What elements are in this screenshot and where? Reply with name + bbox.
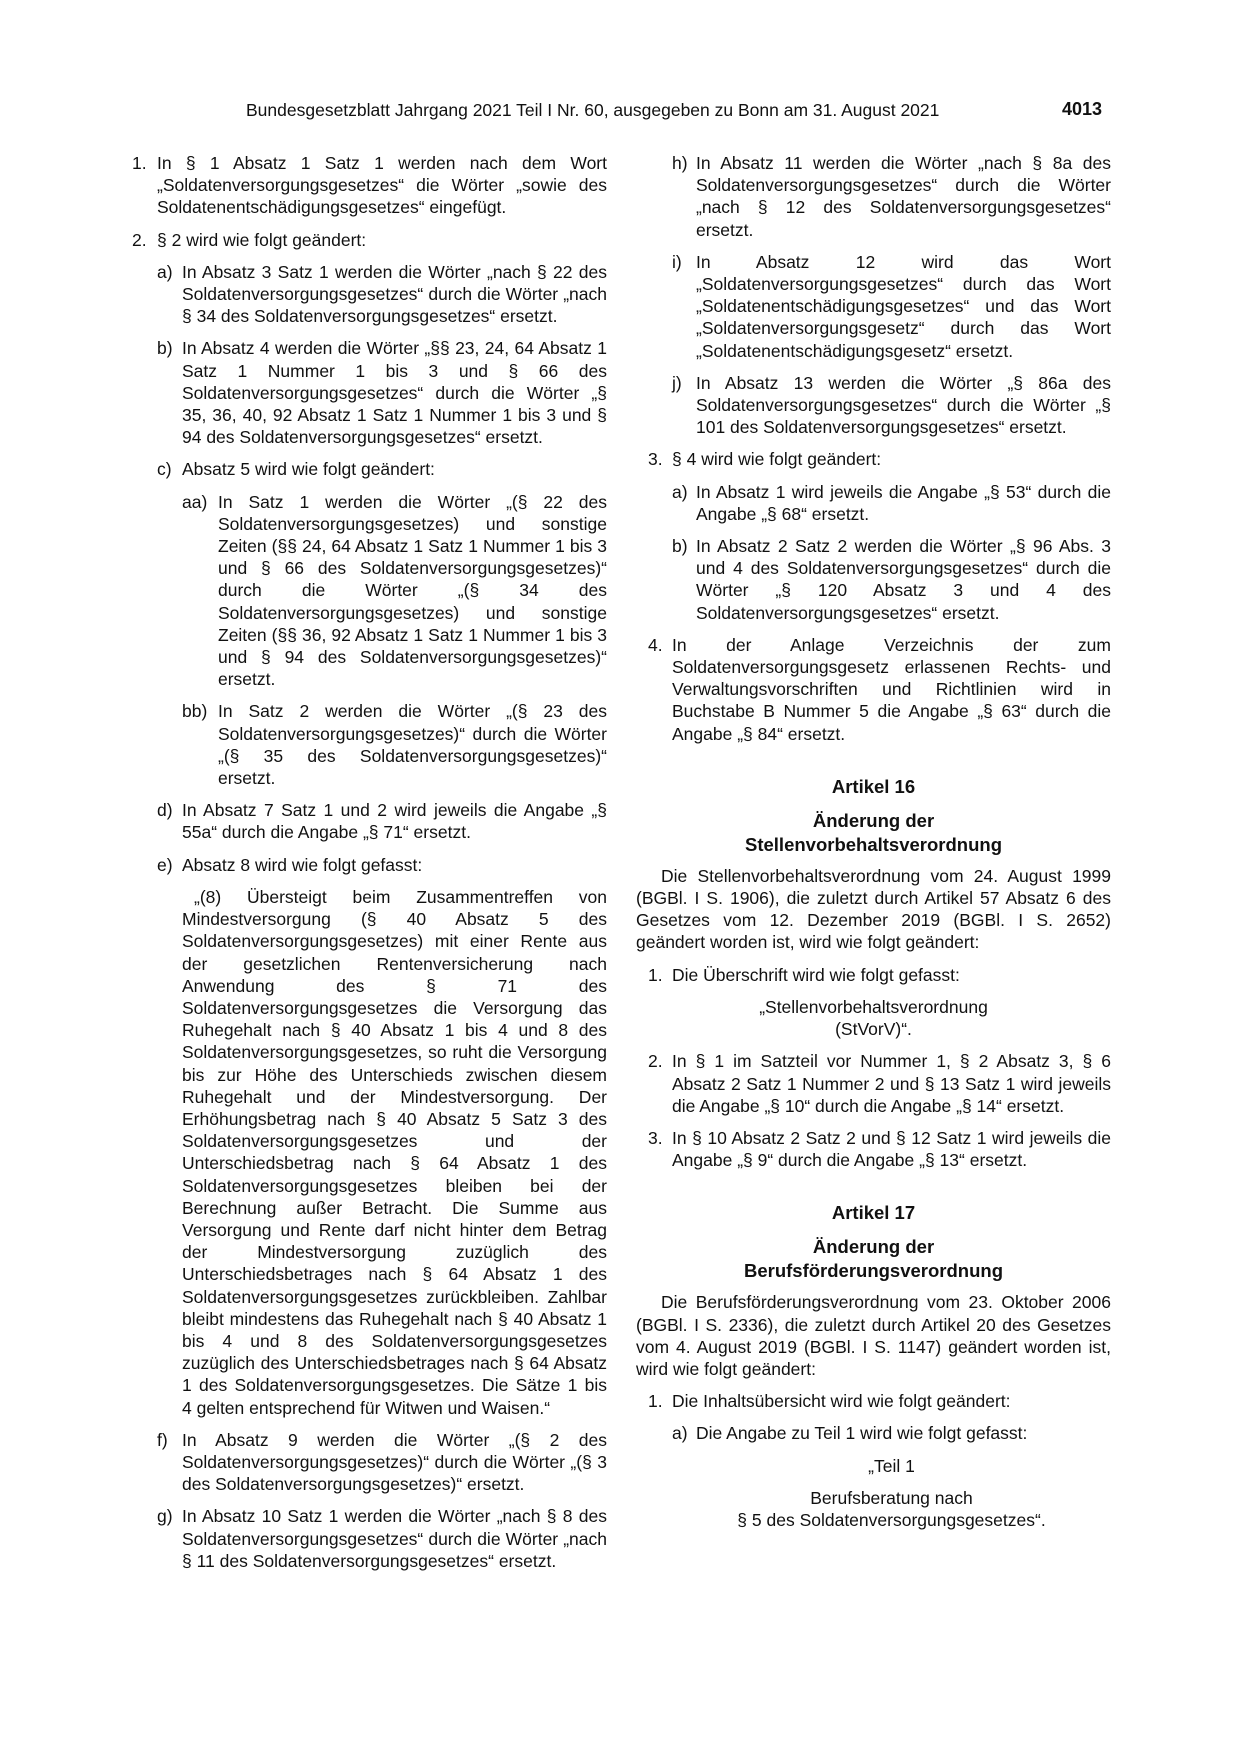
list-item-2g: g) In Absatz 10 Satz 1 werden die Wörter „nach § 8 des Soldatenversorgungsgesetzes“ durch die Wörter „nach § 11 des Soldatenversorgungsgesetzes“ ersetzt. [157, 1506, 607, 1571]
running-header: Bundesgesetzblatt Jahrgang 2021 Teil I Nr. 60, ausgegeben zu Bonn am 31. August 2021 [246, 100, 940, 120]
list-item-2d: d) In Absatz 7 Satz 1 und 2 wird jeweils die Angabe „§ 55a“ durch die Angabe „§ 71“ ersetzt. [157, 800, 607, 843]
list-item-2c-bb: bb) In Satz 2 werden die Wörter „(§ 23 des Soldatenversorgungsgesetzes)“ durch die Wörter „(§ 35 des Soldatenversorgungsgesetzes)“ ersetzt. [182, 701, 607, 789]
list-item-2e: e) Absatz 8 wird wie folgt gefasst: [157, 854, 423, 875]
list-item-2c-aa: aa) In Satz 1 werden die Wörter „(§ 22 des Soldatenversorgungsgesetzes) und sonstige Zeiten (§§ 24, 64 Absatz 1 Satz 1 Nummer 1 bis 3 und § 66 des Soldatenversorgungsgesetzes)“ durch die Wörter „(§ 34 des Soldatenversorgungsgesetzes) und sonstige Zeiten (§§ 36, 92 Absatz 1 Satz 1 Nummer 1 bis 3 und § 94 des Soldatenversorgungsgesetzes)“ ersetzt. [182, 491, 607, 690]
list-item-2c: c) Absatz 5 wird wie folgt geändert: [157, 459, 435, 480]
left-column [132, 152, 607, 1582]
list-item-1: 1. In § 1 Absatz 1 Satz 1 werden nach dem Wort „Soldatenversorgungsgesetzes“ die Wörter „sowie des Soldatenentschädigungsgesetzes“ eingefügt. [132, 153, 607, 218]
article-16-title: Änderung der Stellenvorbehaltsverordnung [745, 809, 1002, 855]
article-16-quote: „Stellenvorbehaltsverordnung (StVorV)“. [759, 996, 988, 1040]
list-item-2h: h) In Absatz 11 werden die Wörter „nach § 8a des Soldatenversorgungsgesetzes“ durch die Wörter „nach § 12 des Soldatenversorgungsgesetzes“ ersetzt. [672, 153, 1111, 240]
list-item-3: 3. § 4 wird wie folgt geändert: [648, 449, 882, 470]
article-17-item-1: 1. Die Inhaltsübersicht wird wie folgt geändert: [648, 1391, 1011, 1412]
list-item-4: 4. In der Anlage Verzeichnis der zum Soldatenversorgungsgesetz erlassenen Rechts- und Verwaltungsvorschriften und Richtlinien wird in Buchstabe B Nummer 5 die Angabe „§ 63“ durch die Angabe „§ 84“ ersetzt. [648, 634, 1111, 744]
article-16-intro: Die Stellenvorbehaltsverordnung vom 24. August 1999 (BGBl. I S. 1906), die zuletzt durch Artikel 57 Absatz 6 des Gesetzes vom 12. Dezember 2019 (BGBl. I S. 2652) geändert worden ist, wird wie folgt geändert: [636, 865, 1111, 953]
article-17-title: Änderung der Berufsförderungsverordnung [743, 1236, 1004, 1282]
list-item-2j: j) In Absatz 13 werden die Wörter „§ 86a des Soldatenversorgungsgesetzes“ durch die Wörter „§ 101 des Soldatenversorgungsgesetzes“ ersetzt. [672, 372, 1111, 438]
article-16-item-3: 3. In § 10 Absatz 2 Satz 2 und § 12 Satz 1 wird jeweils die Angabe „§ 9“ durch die Angabe „§ 13“ ersetzt. [648, 1127, 1111, 1171]
list-item-3b: b) In Absatz 2 Satz 2 werden die Wörter „§ 96 Abs. 3 und 4 des Soldatenversorgungsgesetzes“ durch die Wörter „§ 120 Absatz 3 und 4 des Soldatenversorgungsgesetzes“ ersetzt. [672, 536, 1111, 623]
article-17-item-1a: a) Die Angabe zu Teil 1 wird wie folgt gefasst: [672, 1423, 1028, 1444]
list-item-2: 2. § 2 wird wie folgt geändert: [132, 229, 367, 250]
page-number: 4013 [1062, 99, 1103, 119]
list-item-2f: f) In Absatz 9 werden die Wörter „(§ 2 des Soldatenversorgungsgesetzes)“ durch die Wörter „(§ 3 des Soldatenversorgungsgesetzes)“ ersetzt. [157, 1429, 607, 1495]
article-17-intro: Die Berufsförderungsverordnung vom 23. Oktober 2006 (BGBl. I S. 2336), die zuletzt durch Artikel 20 des Gesetzes vom 4. August 2019 (BGBl. I S. 1147) geändert worden ist, wird wie folgt geändert: [636, 1292, 1111, 1379]
quoted-paragraph-8: „(8) Übersteigt beim Zusammentreffen von Mindestversorgung (§ 40 Absatz 5 des Soldatenversorgungsgesetzes) mit einer Rente aus der gesetzlichen Rentenversicherung nach Anwendung des § 71 des Soldatenversorgungsgesetzes die Versorgung das Ruhegehalt nach § 40 Absatz 1 bis 4 und 8 des Soldatenversorgungsgesetzes, so ruht die Versorgung bis zur Höhe des Unterschieds zwischen diesem Ruhegehalt und der Mindestversorgung. Der Erhöhungsbetrag nach § 40 Absatz 5 Satz 3 des Soldatenversorgungsgesetzes und der Unterschiedsbetrag nach § 64 Absatz 1 des Soldatenversorgungsgesetzes bleiben bei der Berechnung außer Betracht. Die Summe aus Versorgung und Rente darf nicht hinter dem Betrag der Mindestversorgung zuzüglich des Unterschiedsbetrages nach § 64 Absatz 1 des Soldatenversorgungsgesetzes zurückbleiben. Zahlbar bleibt mindestens das Ruhegehalt nach § 40 Absatz 1 bis 4 und 8 des Soldatenversorgungsgesetzes zuzüglich des Unterschiedsbetrages nach § 64 Absatz 1 des Soldatenversorgungsgesetzes. Die Sätze 1 bis 4 gelten entsprechend für Witwen und Waisen.“ [182, 886, 607, 1418]
list-item-2a: a) In Absatz 3 Satz 1 werden die Wörter „nach § 22 des Soldatenversorgungsgesetzes“ durch die Wörter „nach § 34 des Soldatenversorgungsgesetzes“ ersetzt. [157, 261, 607, 327]
article-16-item-2: 2. In § 1 im Satzteil vor Nummer 1, § 2 Absatz 3, § 6 Absatz 2 Satz 1 Nummer 2 und § 13 Satz 1 wird jeweils die Angabe „§ 10“ durch die Angabe „§ 14“ ersetzt. [648, 1051, 1111, 1116]
article-17-quote: „Teil 1 Berufsberatung nach § 5 des Soldatenversorgungsgesetzes“. [737, 1455, 1046, 1530]
list-item-2b: b) In Absatz 4 werden die Wörter „§§ 23, 24, 64 Absatz 1 Satz 1 Nummer 1 bis 3 und § 66 des Soldatenversorgungsgesetzes“ durch die Wörter „§ 35, 36, 40, 92 Absatz 1 Satz 1 Nummer 1 bis 3 und § 94 des Soldatenversorgungsgesetzes“ ersetzt. [157, 338, 607, 448]
article-16-heading: Artikel 16 [831, 775, 916, 797]
article-17-heading: Artikel 17 [831, 1202, 916, 1224]
list-item-3a: a) In Absatz 1 wird jeweils die Angabe „§ 53“ durch die Angabe „§ 68“ ersetzt. [672, 481, 1111, 524]
right-column [636, 152, 1111, 1541]
article-16-item-1: 1. Die Überschrift wird wie folgt gefasst: [648, 964, 960, 985]
list-item-2i: i) In Absatz 12 wird das Wort „Soldatenversorgungsgesetzes“ durch das Wort „Soldatenentschädigungsgesetzes“ und das Wort „Soldatenversorgungsgesetz“ durch das Wort „Soldatenentschädigungsgesetz“ ersetzt. [672, 251, 1111, 361]
